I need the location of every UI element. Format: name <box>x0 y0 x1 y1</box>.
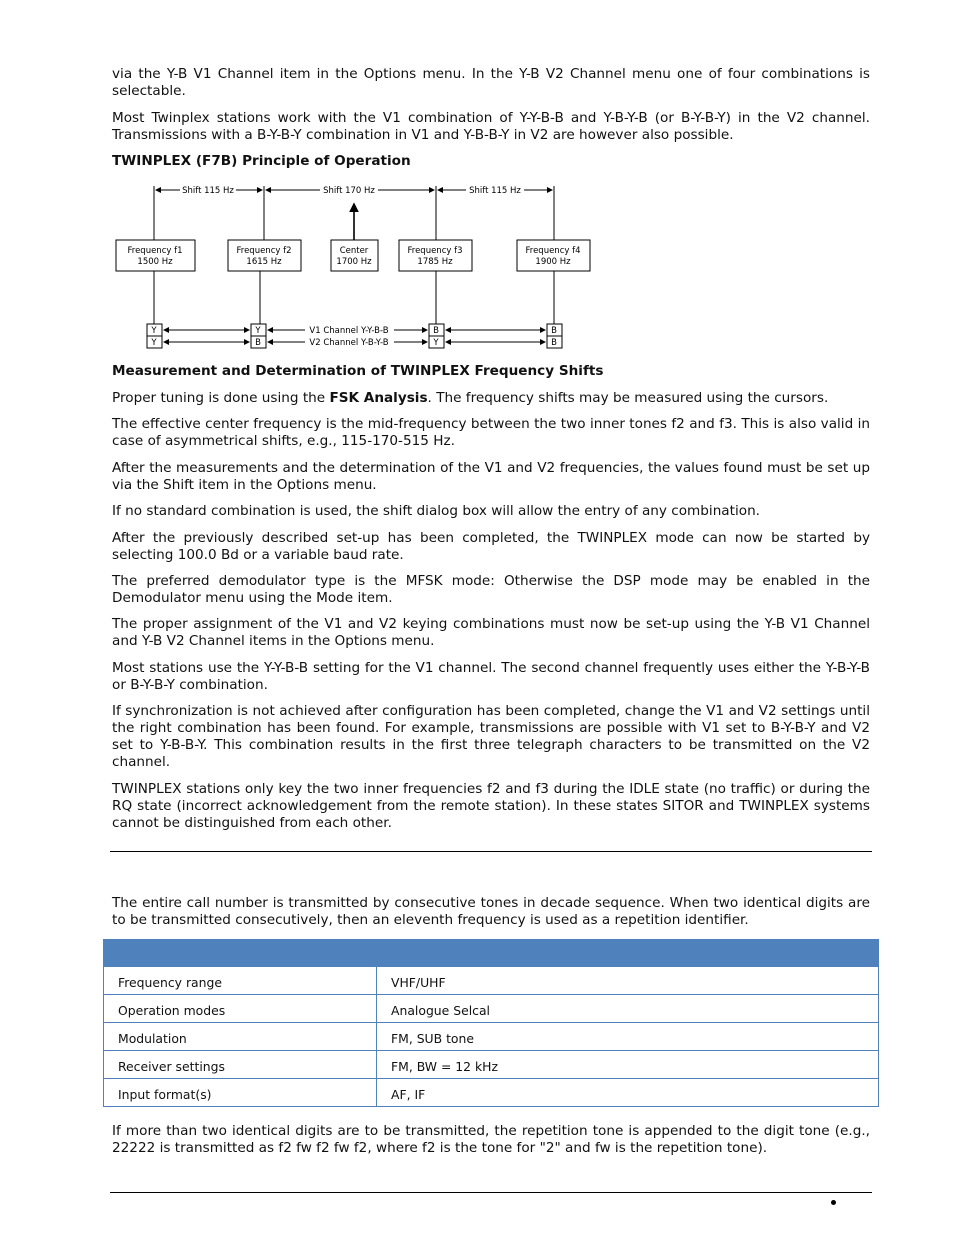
paragraph-shift-dialog <box>112 503 870 520</box>
v1-channel-label: V1 Channel Y-Y-B-B <box>309 326 389 336</box>
value-cell: FM, SUB tone <box>377 1023 879 1051</box>
v2-letter-1: Y <box>151 338 157 348</box>
tuning-text-after: . The frequency shifts may be measured using the cursors. <box>427 390 829 406</box>
param-cell: Receiver settings <box>104 1051 377 1079</box>
text: The entire call number is transmitted by consecutive tones in decade sequence. When two identical digits are to be transmitted consecutively, then an eleventh frequency is used as a repetition identifier. <box>112 895 870 928</box>
paragraph-keying-assignment <box>112 616 870 650</box>
paragraph-options-menu <box>112 66 870 100</box>
v2-channel-label: V2 Channel Y-B-Y-B <box>309 338 389 348</box>
text: Most Twinplex stations work with the V1 combination of Y-Y-B-B and Y-B-Y-B (or B-Y-B-Y) in the V2 channel. Transmissions with a B-Y-B-Y combination in V1 and Y-B-B-Y in V2 are however also possible. <box>112 110 870 143</box>
paragraph-idle-state <box>112 781 870 832</box>
param-cell: Frequency range <box>104 967 377 995</box>
box-f1-line2: 1500 Hz <box>137 257 173 267</box>
box-f2-line2: 1615 Hz <box>246 257 282 267</box>
box-f2-line1: Frequency f2 <box>236 246 292 256</box>
specs-table <box>103 939 879 1107</box>
paragraph-center-frequency <box>112 416 870 450</box>
text: via the Y-B V1 Channel item in the Options menu. In the Y-B V2 Channel menu one of four combinations is selectable. <box>112 66 870 99</box>
paragraph-setup-completed <box>112 530 870 564</box>
paragraph-stations-setting <box>112 660 870 694</box>
paragraph-synchronization <box>112 703 870 771</box>
v2-letter-4: B <box>551 338 557 348</box>
paragraph-twinplex-combinations <box>112 110 870 144</box>
value-cell: Analogue Selcal <box>377 995 879 1023</box>
box-f3-line2: 1785 Hz <box>417 257 453 267</box>
paragraph-repetition-tone <box>112 1123 870 1157</box>
box-f4-line1: Frequency f4 <box>525 246 581 256</box>
box-f3-line1: Frequency f3 <box>407 246 463 256</box>
paragraph-tuning <box>112 390 870 407</box>
paragraph-measurements <box>112 460 870 494</box>
box-center-line1: Center <box>339 246 369 256</box>
table-row <box>104 1079 879 1107</box>
v1-letter-1: Y <box>151 326 157 336</box>
text: The preferred demodulator type is the MFSK mode: Otherwise the DSP mode may be enabled in the Demodulator menu using the Mode item. <box>112 573 870 606</box>
v1-letter-4: B <box>551 326 557 336</box>
table-row <box>104 995 879 1023</box>
param-cell: Modulation <box>104 1023 377 1051</box>
shift-label-2: Shift 170 Hz <box>323 186 375 196</box>
table-header-cell <box>377 940 879 967</box>
text: Most stations use the Y-Y-B-B setting for the V1 channel. The second channel frequently uses either the Y-B-Y-B or B-Y-B-Y combination. <box>112 660 870 693</box>
shift-label-3: Shift 115 Hz <box>469 186 521 196</box>
text: The effective center frequency is the mid-frequency between the two inner tones f2 and f3. This is also valid in case of asymmetrical shifts, e.g., 115-170-515 Hz. <box>112 416 870 449</box>
param-cell: Input format(s) <box>104 1079 377 1107</box>
principle-heading: TWINPLEX (F7B) Principle of Operation <box>112 153 411 169</box>
twinplex-diagram <box>112 178 602 354</box>
section-divider <box>110 851 872 852</box>
footer-bullet-icon <box>831 1200 836 1205</box>
table-row <box>104 967 879 995</box>
text: The proper assignment of the V1 and V2 keying combinations must now be set-up using the Y-B V1 Channel and Y-B V2 Channel items in the Options menu. <box>112 616 870 649</box>
v2-letter-2: B <box>255 338 261 348</box>
box-f4-line2: 1900 Hz <box>535 257 571 267</box>
paragraph-call-number <box>112 895 870 929</box>
shift-label-1: Shift 115 Hz <box>182 186 234 196</box>
box-f1-line1: Frequency f1 <box>127 246 183 256</box>
footer-divider <box>110 1192 872 1193</box>
text <box>112 390 870 407</box>
text: If synchronization is not achieved after configuration has been completed, change the V1 and V2 settings until the right combination has been found. For example, transmissions are possible with V1 set to B-Y-B-Y and V2 set to Y-B-B-Y. This combination results in the first three telegraph characters to be transmitted on the V2 channel. <box>112 703 870 770</box>
text: After the previously described set-up has been completed, the TWINPLEX mode can now be started by selecting 100.0 Bd or a variable baud rate. <box>112 530 870 563</box>
table-header-row <box>104 940 879 967</box>
value-cell: AF, IF <box>377 1079 879 1107</box>
table-row <box>104 1023 879 1051</box>
v2-letter-3: Y <box>433 338 439 348</box>
param-cell: Operation modes <box>104 995 377 1023</box>
text: TWINPLEX stations only key the two inner frequencies f2 and f3 during the IDLE state (no traffic) or during the RQ state (incorrect acknowledgement from the remote station). In these states SITOR and TWINPLEX systems cannot be distinguished from each other. <box>112 781 870 831</box>
value-cell: VHF/UHF <box>377 967 879 995</box>
text: If no standard combination is used, the shift dialog box will allow the entry of any combination. <box>112 503 760 519</box>
table-header-cell <box>104 940 377 967</box>
text: If more than two identical digits are to be transmitted, the repetition tone is appended to the digit tone (e.g., 22222 is transmitted as f2 fw f2 fw f2, where f2 is the tone for "2" and fw is the repetition tone). <box>112 1123 870 1156</box>
value-cell: FM, BW = 12 kHz <box>377 1051 879 1079</box>
v1-letter-2: Y <box>255 326 261 336</box>
v1-letter-3: B <box>433 326 439 336</box>
paragraph-demodulator <box>112 573 870 607</box>
table-row <box>104 1051 879 1079</box>
measurement-heading: Measurement and Determination of TWINPLEX Frequency Shifts <box>112 363 604 379</box>
text: After the measurements and the determination of the V1 and V2 frequencies, the values found must be set up via the Shift item in the Options menu. <box>112 460 870 493</box>
fsk-analysis-term: FSK Analysis <box>329 390 428 406</box>
tuning-text-before: Proper tuning is done using the <box>112 390 330 406</box>
box-center-line2: 1700 Hz <box>336 257 372 267</box>
